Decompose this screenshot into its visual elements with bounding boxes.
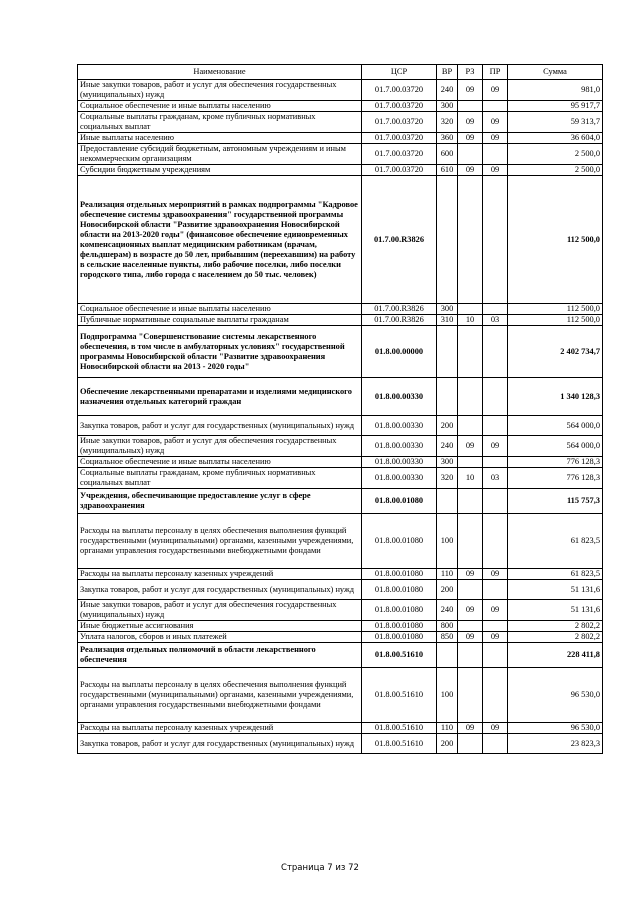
row-rz-cell: 09 (458, 436, 483, 457)
row-sum-cell: 51 131,6 (508, 600, 603, 621)
budget-table (77, 64, 603, 754)
row-name-cell: Социальные выплаты гражданам, кроме публичных нормативных социальных выплат (78, 112, 362, 133)
row-csr-cell: 01.8.00.01080 (362, 632, 437, 643)
row-sum-cell: 2 802,2 (508, 632, 603, 643)
row-sum-cell: 776 128,3 (508, 468, 603, 489)
row-csr-cell: 01.8.00.00330 (362, 378, 437, 416)
row-name-cell: Публичные нормативные социальные выплаты гражданам (78, 315, 362, 326)
row-rz-cell: 10 (458, 468, 483, 489)
header-pr: ПР (483, 65, 508, 80)
row-sum-cell: 776 128,3 (508, 457, 603, 468)
table-row (78, 133, 603, 144)
table-row (78, 580, 603, 600)
table-row (78, 734, 603, 754)
row-vr-cell: 240 (437, 436, 458, 457)
row-vr-cell: 320 (437, 468, 458, 489)
table-row (78, 144, 603, 165)
row-rz-cell (458, 144, 483, 165)
row-rz-cell (458, 101, 483, 112)
row-csr-cell: 01.7.00.R3826 (362, 176, 437, 304)
row-rz-cell: 09 (458, 133, 483, 144)
row-rz-cell (458, 304, 483, 315)
row-rz-cell (458, 489, 483, 514)
row-vr-cell: 240 (437, 80, 458, 101)
row-vr-cell: 240 (437, 600, 458, 621)
row-pr-cell: 09 (483, 632, 508, 643)
row-sum-cell: 61 823,5 (508, 514, 603, 569)
row-sum-cell: 2 500,0 (508, 144, 603, 165)
table-row (78, 668, 603, 723)
row-vr-cell (437, 176, 458, 304)
row-rz-cell (458, 734, 483, 754)
row-sum-cell: 115 757,3 (508, 489, 603, 514)
row-csr-cell: 01.8.00.51610 (362, 668, 437, 723)
table-row (78, 723, 603, 734)
row-csr-cell: 01.8.00.01080 (362, 569, 437, 580)
row-vr-cell: 110 (437, 569, 458, 580)
row-rz-cell (458, 326, 483, 378)
row-vr-cell: 600 (437, 144, 458, 165)
table-row (78, 326, 603, 378)
row-sum-cell: 981,0 (508, 80, 603, 101)
table-row (78, 80, 603, 101)
table-row (78, 514, 603, 569)
row-sum-cell: 95 917,7 (508, 101, 603, 112)
row-csr-cell: 01.7.00.03720 (362, 133, 437, 144)
row-name-cell: Расходы на выплаты персоналу в целях обеспечения выполнения функций государственными (муниципальными) органами, казенными учреждениями, органами управления государственными внебюджетными фондами (78, 668, 362, 723)
row-pr-cell: 09 (483, 436, 508, 457)
row-csr-cell: 01.7.00.03720 (362, 80, 437, 101)
header-vr: ВР (437, 65, 458, 80)
row-pr-cell (483, 489, 508, 514)
row-pr-cell (483, 514, 508, 569)
row-vr-cell (437, 643, 458, 668)
row-rz-cell (458, 176, 483, 304)
row-rz-cell: 09 (458, 80, 483, 101)
row-rz-cell: 09 (458, 723, 483, 734)
table-row (78, 304, 603, 315)
row-sum-cell: 564 000,0 (508, 436, 603, 457)
row-name-cell: Реализация отдельных мероприятий в рамках подпрограммы "Кадровое обеспечение системы здравоохранения" государственной программы Новосибирской области "Развитие здравоохранения Новосибирской области на 2013-2020 годы" (финансовое обеспечение единовременных компенсационных выплат медицинским работникам (врачам, фельдшерам) в возрасте до 50 лет, прибывшим (переехавшим) на работу в сельские населенные пункты, либо рабочие поселки, либо поселки городского типа, либо города с населением до 50 тыс. человек) (78, 176, 362, 304)
row-pr-cell (483, 378, 508, 416)
row-csr-cell: 01.8.00.01080 (362, 489, 437, 514)
row-vr-cell: 300 (437, 101, 458, 112)
row-csr-cell: 01.8.00.51610 (362, 734, 437, 754)
row-rz-cell (458, 416, 483, 436)
row-vr-cell (437, 489, 458, 514)
row-vr-cell: 110 (437, 723, 458, 734)
row-sum-cell: 96 530,0 (508, 668, 603, 723)
table-row (78, 643, 603, 668)
table-row (78, 632, 603, 643)
row-vr-cell: 320 (437, 112, 458, 133)
row-csr-cell: 01.8.00.01080 (362, 621, 437, 632)
row-pr-cell: 09 (483, 723, 508, 734)
row-sum-cell: 2 500,0 (508, 165, 603, 176)
row-csr-cell: 01.7.00.03720 (362, 144, 437, 165)
row-name-cell: Обеспечение лекарственными препаратами и изделиями медицинского назначения отдельных категорий граждан (78, 378, 362, 416)
row-vr-cell: 610 (437, 165, 458, 176)
row-name-cell: Социальные выплаты гражданам, кроме публичных нормативных социальных выплат (78, 468, 362, 489)
row-csr-cell: 01.7.00.R3826 (362, 315, 437, 326)
row-vr-cell: 100 (437, 668, 458, 723)
row-rz-cell (458, 580, 483, 600)
row-rz-cell: 09 (458, 632, 483, 643)
row-name-cell: Закупка товаров, работ и услуг для государственных (муниципальных) нужд (78, 580, 362, 600)
row-pr-cell: 09 (483, 165, 508, 176)
row-vr-cell: 200 (437, 734, 458, 754)
row-pr-cell (483, 304, 508, 315)
table-row (78, 621, 603, 632)
row-pr-cell (483, 416, 508, 436)
row-sum-cell: 228 411,8 (508, 643, 603, 668)
row-vr-cell: 310 (437, 315, 458, 326)
row-name-cell: Социальное обеспечение и иные выплаты населению (78, 304, 362, 315)
row-sum-cell: 2 802,2 (508, 621, 603, 632)
table-row (78, 416, 603, 436)
row-name-cell: Расходы на выплаты персоналу казенных учреждений (78, 723, 362, 734)
row-name-cell: Социальное обеспечение и иные выплаты населению (78, 457, 362, 468)
row-rz-cell: 10 (458, 315, 483, 326)
row-csr-cell: 01.7.00.R3826 (362, 304, 437, 315)
row-pr-cell (483, 668, 508, 723)
row-rz-cell (458, 668, 483, 723)
row-name-cell: Субсидии бюджетным учреждениям (78, 165, 362, 176)
table-row (78, 101, 603, 112)
row-rz-cell: 09 (458, 569, 483, 580)
row-vr-cell: 800 (437, 621, 458, 632)
header-name: Наименование (78, 65, 362, 80)
row-name-cell: Реализация отдельных полномочий в области лекарственного обеспечения (78, 643, 362, 668)
row-name-cell: Иные закупки товаров, работ и услуг для обеспечения государственных (муниципальных) нужд (78, 600, 362, 621)
row-pr-cell (483, 734, 508, 754)
table-row (78, 112, 603, 133)
row-vr-cell: 300 (437, 457, 458, 468)
row-sum-cell: 112 500,0 (508, 176, 603, 304)
row-name-cell: Предоставление субсидий бюджетным, автономным учреждениям и иным некоммерческим организациям (78, 144, 362, 165)
row-name-cell: Расходы на выплаты персоналу в целях обеспечения выполнения функций государственными (муниципальными) органами, казенными учреждениями, органами управления государственными внебюджетными фондами (78, 514, 362, 569)
row-pr-cell (483, 176, 508, 304)
row-csr-cell: 01.8.00.00000 (362, 326, 437, 378)
table-row (78, 569, 603, 580)
row-name-cell: Иные закупки товаров, работ и услуг для обеспечения государственных (муниципальных) нужд (78, 436, 362, 457)
row-name-cell: Закупка товаров, работ и услуг для государственных (муниципальных) нужд (78, 734, 362, 754)
row-name-cell: Закупка товаров, работ и услуг для государственных (муниципальных) нужд (78, 416, 362, 436)
row-csr-cell: 01.8.00.01080 (362, 600, 437, 621)
row-name-cell: Социальное обеспечение и иные выплаты населению (78, 101, 362, 112)
row-sum-cell: 1 340 128,3 (508, 378, 603, 416)
table-row (78, 176, 603, 304)
row-rz-cell (458, 643, 483, 668)
row-vr-cell: 100 (437, 514, 458, 569)
table-row (78, 600, 603, 621)
table-row (78, 489, 603, 514)
header-csr: ЦСР (362, 65, 437, 80)
table-row (78, 457, 603, 468)
row-sum-cell: 23 823,3 (508, 734, 603, 754)
table-row (78, 436, 603, 457)
table-row (78, 378, 603, 416)
row-csr-cell: 01.7.00.03720 (362, 112, 437, 133)
row-pr-cell (483, 144, 508, 165)
row-csr-cell: 01.8.00.51610 (362, 723, 437, 734)
row-pr-cell: 03 (483, 468, 508, 489)
row-pr-cell: 09 (483, 569, 508, 580)
row-pr-cell (483, 457, 508, 468)
row-vr-cell: 300 (437, 304, 458, 315)
row-rz-cell (458, 514, 483, 569)
row-csr-cell: 01.8.00.00330 (362, 436, 437, 457)
row-name-cell: Уплата налогов, сборов и иных платежей (78, 632, 362, 643)
row-csr-cell: 01.7.00.03720 (362, 101, 437, 112)
row-pr-cell: 09 (483, 133, 508, 144)
row-sum-cell: 112 500,0 (508, 304, 603, 315)
row-vr-cell (437, 326, 458, 378)
table-row (78, 315, 603, 326)
header-rz: РЗ (458, 65, 483, 80)
header-sum: Сумма (508, 65, 603, 80)
row-pr-cell (483, 621, 508, 632)
row-sum-cell: 36 604,0 (508, 133, 603, 144)
row-rz-cell: 09 (458, 112, 483, 133)
row-sum-cell: 2 402 734,7 (508, 326, 603, 378)
row-rz-cell: 09 (458, 165, 483, 176)
row-pr-cell: 09 (483, 600, 508, 621)
row-sum-cell: 564 000,0 (508, 416, 603, 436)
row-rz-cell (458, 621, 483, 632)
row-sum-cell: 51 131,6 (508, 580, 603, 600)
row-name-cell: Иные закупки товаров, работ и услуг для обеспечения государственных (муниципальных) нужд (78, 80, 362, 101)
row-pr-cell: 09 (483, 112, 508, 133)
row-rz-cell (458, 457, 483, 468)
table-header-row (78, 65, 603, 80)
row-name-cell: Учреждения, обеспечивающие предоставление услуг в сфере здравоохранения (78, 489, 362, 514)
row-csr-cell: 01.8.00.01080 (362, 514, 437, 569)
row-pr-cell (483, 643, 508, 668)
row-csr-cell: 01.8.00.00330 (362, 468, 437, 489)
row-csr-cell: 01.8.00.51610 (362, 643, 437, 668)
row-vr-cell: 360 (437, 133, 458, 144)
row-sum-cell: 59 313,7 (508, 112, 603, 133)
row-rz-cell: 09 (458, 600, 483, 621)
row-csr-cell: 01.8.00.00330 (362, 457, 437, 468)
row-name-cell: Расходы на выплаты персоналу казенных учреждений (78, 569, 362, 580)
row-pr-cell: 03 (483, 315, 508, 326)
row-pr-cell (483, 580, 508, 600)
table-row (78, 468, 603, 489)
row-vr-cell: 200 (437, 580, 458, 600)
table-row (78, 165, 603, 176)
row-vr-cell: 850 (437, 632, 458, 643)
page-number: Страница 7 из 72 (281, 863, 359, 873)
row-pr-cell (483, 326, 508, 378)
row-pr-cell: 09 (483, 80, 508, 101)
row-csr-cell: 01.7.00.03720 (362, 165, 437, 176)
row-rz-cell (458, 378, 483, 416)
row-vr-cell (437, 378, 458, 416)
row-name-cell: Иные выплаты населению (78, 133, 362, 144)
row-vr-cell: 200 (437, 416, 458, 436)
row-pr-cell (483, 101, 508, 112)
row-name-cell: Подпрограмма "Совершенствование системы лекарственного обеспечения, в том числе в амбулаторных условиях" государственной программы Новосибирской области "Развитие здравоохранения Новосибирской области на 2013 - 2020 годы" (78, 326, 362, 378)
row-csr-cell: 01.8.00.01080 (362, 580, 437, 600)
row-sum-cell: 96 530,0 (508, 723, 603, 734)
row-name-cell: Иные бюджетные ассигнования (78, 621, 362, 632)
row-sum-cell: 112 500,0 (508, 315, 603, 326)
row-sum-cell: 61 823,5 (508, 569, 603, 580)
row-csr-cell: 01.8.00.00330 (362, 416, 437, 436)
